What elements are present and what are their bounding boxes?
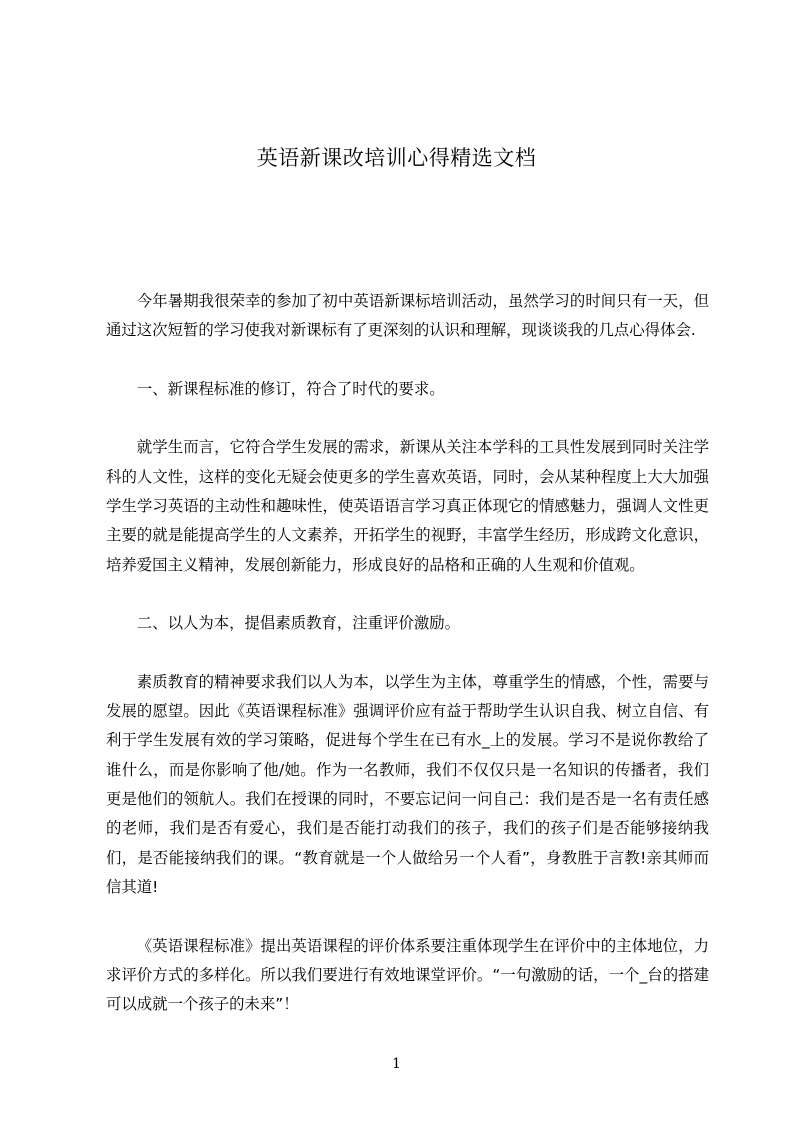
paragraph-spacer (106, 580, 709, 609)
section-2-paragraph-2: 《英语课程标准》提出英语课程的评价体系要注重体现学生在评价中的主体地位，力求评价方式的多样化。所以我们要进行有效地课堂评价。“一句激励的话，一个_台的搭建可以成就一个孩子的未来”！ (106, 936, 709, 1014)
intro-paragraph: 今年暑期我很荣幸的参加了初中英语新课标培训活动，虽然学习的时间只有一天，但通过这次短暂的学习使我对新课标有了更深刻的认识和理解，现谈谈我的几点心得体会. (106, 292, 709, 340)
paragraph-spacer (106, 404, 709, 433)
section-heading-1: 一、新课程标准的修订，符合了时代的要求。 (136, 379, 445, 398)
page-number: 1 (392, 1056, 401, 1072)
paragraph-spacer (106, 902, 709, 931)
document-body (106, 287, 709, 1019)
section-1-paragraph: 就学生而言，它符合学生发展的需求，新课从关注本学科的工具性发展到同时关注学科的人文性，这样的变化无疑会使更多的学生喜欢英语，同时，会从某种程度上大大加强学生学习英语的主动性和趣味性，使英语语言学习真正体现它的情感魅力，强调人文性更主要的就是能提高学生的人文素养，开拓学生的视野，丰富学生经历，形成跨文化意识，培养爱国主义精神，发展创新能力，形成良好的品格和正确的人生观和价值观。 (106, 438, 709, 574)
paragraph-spacer (106, 639, 709, 668)
section-2-paragraph-1: 素质教育的精神要求我们以人为本，以学生为主体，尊重学生的情感，个性，需要与发展的愿望。因此《英语课程标准》强调评价应有益于帮助学生认识自我、树立自信、有利于学生发展有效的学习策略，促进每个学生在已有水_上的发展。学习不是说你教给了谁什么，而是你影响了他/她。作为一名教师，我们不仅仅只是一名知识的传播者，我们更是他们的领航人。我们在授课的同时，不要忘记问一问自己：我们是否是一名有责任感的老师，我们是否有爱心，我们是否能打动我们的孩子，我们的孩子们是否能够接纳我们，是否能接纳我们的课。“教育就是一个人做给另一个人看”，身教胜于言教!亲其师而信其道! (106, 672, 709, 896)
paragraph-spacer (106, 346, 709, 375)
document-title: 英语新课改培训心得精选文档 (256, 146, 537, 170)
section-heading-2: 二、以人为本，提倡素质教育，注重评价激励。 (136, 614, 461, 633)
